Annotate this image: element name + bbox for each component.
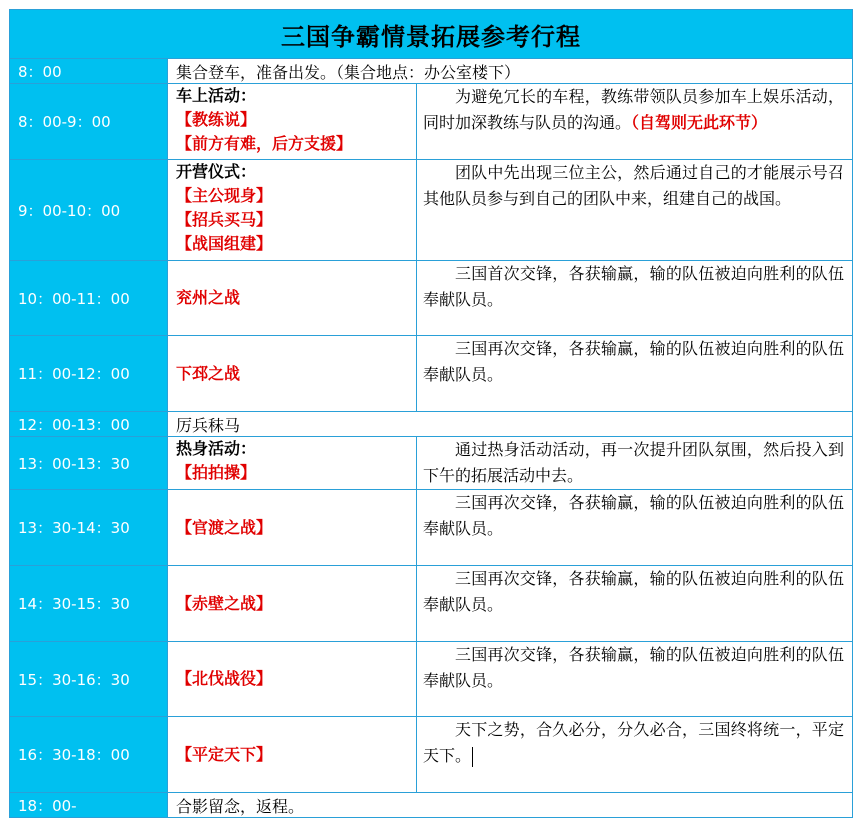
activity-item: 【教练说】 bbox=[176, 110, 257, 129]
time-cell: 13：30-14：30 bbox=[10, 490, 168, 566]
page-title: 三国争霸情景拓展参考行程 bbox=[10, 10, 853, 59]
description-cell bbox=[417, 84, 853, 160]
activity-cell bbox=[168, 642, 417, 717]
description-cell: 通过热身活动活动，再一次提升团队氛围，然后投入到下午的拓展活动中去。 bbox=[417, 437, 853, 490]
description-cell: 三国首次交锋，各获输赢，输的队伍被迫向胜利的队伍奉献队员。 bbox=[417, 261, 853, 336]
activity-cell bbox=[168, 84, 417, 160]
activity-item: 【前方有难，后方支援】 bbox=[176, 134, 353, 153]
activity-cell bbox=[168, 336, 417, 412]
description-cell: 三国再次交锋，各获输赢，输的队伍被迫向胜利的队伍奉献队员。 bbox=[417, 490, 853, 566]
activity-cell bbox=[168, 566, 417, 642]
table-row bbox=[10, 59, 853, 84]
activity-header: 开营仪式： bbox=[176, 162, 257, 181]
description-cell: 三国再次交锋，各获输赢，输的队伍被迫向胜利的队伍奉献队员。 bbox=[417, 566, 853, 642]
text-cursor bbox=[472, 747, 473, 767]
activity-item: 下邳之战 bbox=[176, 363, 241, 383]
description-cell: 三国再次交锋，各获输赢，输的队伍被迫向胜利的队伍奉献队员。 bbox=[417, 336, 853, 412]
table-row bbox=[10, 336, 853, 412]
time-cell: 10：00-11：00 bbox=[10, 261, 168, 336]
table-row bbox=[10, 642, 853, 717]
activity-cell: 厉兵秣马 bbox=[168, 412, 853, 437]
time-cell: 9：00-10：00 bbox=[10, 160, 168, 261]
description-note: （自驾则无此环节） bbox=[631, 113, 768, 132]
table-row bbox=[10, 412, 853, 437]
table-row bbox=[10, 566, 853, 642]
description-text: 天下之势，合久必分，分久必合，三国终将统一，平定天下。 bbox=[423, 720, 845, 765]
activity-cell bbox=[168, 261, 417, 336]
table-row bbox=[10, 437, 853, 490]
activity-item: 【拍拍操】 bbox=[176, 463, 257, 482]
activity-item: 【赤壁之战】 bbox=[176, 593, 273, 613]
description-cell: 三国再次交锋，各获输赢，输的队伍被迫向胜利的队伍奉献队员。 bbox=[417, 642, 853, 717]
description-cell: 团队中先出现三位主公，然后通过自己的才能展示号召其他队员参与到自己的团队中来，组建自己的战国。 bbox=[417, 160, 853, 261]
time-cell: 8：00-9：00 bbox=[10, 84, 168, 160]
activity-item: 【官渡之战】 bbox=[176, 517, 273, 537]
time-cell: 8：00 bbox=[10, 59, 168, 84]
table-row bbox=[10, 84, 853, 160]
time-cell: 11：00-12：00 bbox=[10, 336, 168, 412]
activity-header: 热身活动： bbox=[176, 439, 257, 458]
time-cell: 16：30-18：00 bbox=[10, 717, 168, 793]
table-row bbox=[10, 793, 853, 818]
time-cell: 18：00- bbox=[10, 793, 168, 818]
time-cell: 15：30-16：30 bbox=[10, 642, 168, 717]
time-cell: 12：00-13：00 bbox=[10, 412, 168, 437]
activity-item: 兖州之战 bbox=[176, 288, 241, 307]
table-row bbox=[10, 160, 853, 261]
activity-cell bbox=[168, 717, 417, 793]
description-text: 为避免冗长的车程，教练带领队员参加车上娱乐活动，同时加深教练与队员的沟通。 bbox=[423, 87, 845, 132]
activity-item: 【主公现身】 bbox=[176, 186, 273, 205]
itinerary-table bbox=[9, 9, 853, 818]
activity-item: 【平定天下】 bbox=[176, 744, 273, 764]
description-cell[interactable] bbox=[417, 717, 853, 793]
activity-cell: 合影留念，返程。 bbox=[168, 793, 853, 818]
activity-header: 车上活动： bbox=[176, 86, 257, 105]
table-row bbox=[10, 261, 853, 336]
activity-cell bbox=[168, 437, 417, 490]
table-row bbox=[10, 717, 853, 793]
time-cell: 13：00-13：30 bbox=[10, 437, 168, 490]
time-cell: 14：30-15：30 bbox=[10, 566, 168, 642]
activity-cell bbox=[168, 160, 417, 261]
itinerary-page bbox=[9, 9, 852, 822]
table-row bbox=[10, 490, 853, 566]
activity-item: 【招兵买马】 bbox=[176, 210, 273, 229]
activity-cell bbox=[168, 490, 417, 566]
activity-item: 【战国组建】 bbox=[176, 234, 273, 253]
activity-item: 【北伐战役】 bbox=[176, 669, 273, 688]
activity-cell: 集合登车，准备出发。（集合地点：办公室楼下） bbox=[168, 59, 853, 84]
